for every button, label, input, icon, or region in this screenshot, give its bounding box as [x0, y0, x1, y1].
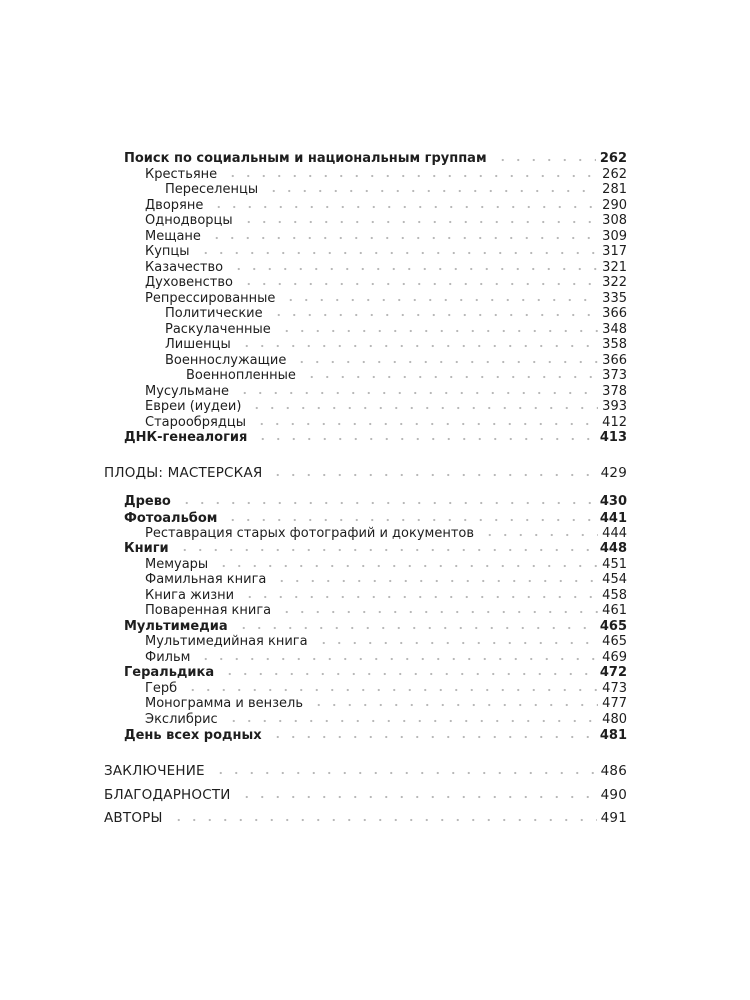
toc-entry[interactable] [145, 415, 627, 430]
toc-entry[interactable] [124, 541, 627, 556]
toc-entry-title: Фотоальбом [124, 511, 218, 526]
toc-entry[interactable] [186, 368, 627, 383]
toc-leader-dots [266, 189, 598, 193]
toc-entry-title: Раскулаченные [165, 322, 271, 337]
toc-chapter-page: 486 [600, 763, 627, 779]
toc-chapter-page: 490 [600, 787, 627, 803]
toc-leader-dots [279, 610, 598, 614]
toc-entry[interactable] [124, 619, 627, 634]
toc-entry[interactable] [145, 681, 627, 696]
toc-entry[interactable] [124, 665, 627, 680]
toc-entry-title: День всех родных [124, 728, 262, 743]
toc-entry-page: 308 [602, 213, 627, 228]
toc-entry[interactable] [145, 260, 627, 275]
toc-leader-dots [171, 818, 597, 822]
toc-entry[interactable] [145, 526, 627, 541]
toc-entry[interactable] [145, 213, 627, 228]
toc-leader-dots [216, 564, 598, 568]
toc-entry[interactable] [145, 384, 627, 399]
toc-entry-page: 413 [599, 430, 627, 445]
toc-entry-title: Фильм [145, 650, 191, 665]
toc-entry[interactable] [145, 275, 627, 290]
toc-chapter-title: ЗАКЛЮЧЕНИЕ [104, 763, 205, 779]
toc-entry-title: Переселенцы [165, 182, 259, 197]
toc-chapter[interactable] [104, 764, 627, 779]
toc-entry[interactable] [124, 494, 627, 509]
toc-entry-page: 444 [602, 526, 627, 541]
toc-leader-dots [294, 360, 598, 364]
toc-entry-page: 393 [602, 399, 627, 414]
toc-entry-page: 366 [602, 306, 627, 321]
toc-entry[interactable] [145, 229, 627, 244]
toc-entry[interactable] [145, 198, 627, 213]
toc-leader-dots [226, 719, 598, 723]
toc-entry-page: 469 [602, 650, 627, 665]
toc-entry[interactable] [145, 291, 627, 306]
toc-leader-dots [241, 220, 599, 224]
toc-entry[interactable] [145, 588, 627, 603]
toc-entry-page: 465 [602, 634, 627, 649]
toc-entry-page: 262 [599, 151, 627, 166]
toc-leader-dots [179, 501, 596, 505]
toc-leader-dots [231, 267, 598, 271]
toc-entry-title: Духовенство [145, 275, 233, 290]
toc-entry-title: Мусульмане [145, 384, 229, 399]
toc-entry[interactable] [124, 728, 627, 743]
toc-entry-title: Старообрядцы [145, 415, 246, 430]
toc-entry-page: 430 [599, 494, 627, 509]
toc-entry[interactable] [165, 182, 627, 197]
toc-entry-title: Однодворцы [145, 213, 233, 228]
toc-entry-title: Реставрация старых фотографий и документов [145, 526, 475, 541]
toc-entry-title: Монограмма и вензель [145, 696, 304, 711]
toc-chapter-page: 429 [600, 465, 627, 481]
toc-entry-page: 309 [602, 229, 627, 244]
toc-entry-title: Крестьяне [145, 167, 218, 182]
toc-entry-page: 348 [602, 322, 627, 337]
toc-entry-title: Геральдика [124, 665, 215, 680]
toc-entry-page: 480 [602, 712, 627, 727]
toc-leader-dots [213, 771, 597, 775]
toc-leader-dots [270, 473, 596, 477]
toc-entry-page: 448 [599, 541, 627, 556]
toc-entry[interactable] [145, 696, 627, 711]
toc-leader-dots [185, 688, 598, 692]
toc-entry-title: Купцы [145, 244, 190, 259]
toc-leader-dots [239, 795, 597, 799]
toc-chapter-title: АВТОРЫ [104, 810, 163, 826]
toc-chapter[interactable] [104, 466, 627, 481]
toc-entry-page: 290 [602, 198, 627, 213]
toc-entry-page: 373 [602, 368, 627, 383]
toc-chapter[interactable] [104, 788, 627, 803]
toc-entry[interactable] [145, 167, 627, 182]
toc-entry-title: Военнопленные [186, 368, 296, 383]
toc-entry[interactable] [165, 322, 627, 337]
toc-entry-title: Герб [145, 681, 178, 696]
toc-entry-page: 412 [602, 415, 627, 430]
toc-entry-title: Поваренная книга [145, 603, 272, 618]
toc-leader-dots [482, 533, 598, 537]
toc-entry-page: 378 [602, 384, 627, 399]
toc-leader-dots [255, 437, 595, 441]
toc-leader-dots [239, 344, 598, 348]
toc-leader-dots [198, 657, 598, 661]
toc-leader-dots [222, 672, 596, 676]
toc-entry[interactable] [145, 557, 627, 572]
toc-leader-dots [225, 174, 598, 178]
toc-chapter-page: 491 [600, 810, 627, 826]
toc-leader-dots [283, 298, 598, 302]
toc-entry[interactable] [145, 634, 627, 649]
toc-entry-title: Дворяне [145, 198, 204, 213]
toc-entry[interactable] [165, 337, 627, 352]
toc-entry-page: 321 [602, 260, 627, 275]
toc-entry-title: Книга жизни [145, 588, 235, 603]
toc-entry-title: Мультимедиа [124, 619, 228, 634]
toc-entry-title: Поиск по социальным и национальным группам [124, 151, 487, 166]
toc-entry[interactable] [145, 399, 627, 414]
toc-entry[interactable] [145, 572, 627, 587]
toc-entry-page: 481 [599, 728, 627, 743]
toc-leader-dots [270, 735, 596, 739]
toc-entry-title: Фамильная книга [145, 572, 267, 587]
toc-entry-page: 458 [602, 588, 627, 603]
toc-entry-page: 281 [602, 182, 627, 197]
toc-leader-dots [177, 548, 596, 552]
toc-leader-dots [209, 236, 598, 240]
toc-entry[interactable] [165, 306, 627, 321]
toc-chapter-title: ПЛОДЫ: МАСТЕРСКАЯ [104, 465, 263, 481]
toc-entry-title: Экслибрис [145, 712, 218, 727]
toc-entry-page: 451 [602, 557, 627, 572]
toc-leader-dots [274, 579, 598, 583]
toc-entry-page: 366 [602, 353, 627, 368]
toc-entry[interactable] [124, 430, 627, 445]
toc-leader-dots [279, 329, 598, 333]
toc-leader-dots [242, 595, 598, 599]
toc-entry-page: 473 [602, 681, 627, 696]
toc-entry-title: Политические [165, 306, 263, 321]
toc-leader-dots [237, 391, 598, 395]
toc-entry-page: 454 [602, 572, 627, 587]
toc-entry-title: Военнослужащие [165, 353, 287, 368]
toc-entry-page: 461 [602, 603, 627, 618]
toc-entry-title: Евреи (иудеи) [145, 399, 242, 414]
toc-chapter-title: БЛАГОДАРНОСТИ [104, 787, 231, 803]
toc-entry[interactable] [165, 353, 627, 368]
toc-leader-dots [495, 158, 596, 162]
toc-leader-dots [241, 282, 598, 286]
toc-entry-title: Мультимедийная книга [145, 634, 308, 649]
toc-entry-page: 472 [599, 665, 627, 680]
toc-leader-dots [198, 251, 599, 255]
toc-entry-title: Древо [124, 494, 171, 509]
toc-leader-dots [316, 641, 599, 645]
toc-leader-dots [211, 205, 598, 209]
toc-entry[interactable] [145, 650, 627, 665]
toc-entry-title: Казачество [145, 260, 224, 275]
toc-entry[interactable] [124, 511, 627, 526]
toc-leader-dots [225, 518, 595, 522]
toc-entry-title: Мемуары [145, 557, 209, 572]
toc-entry-page: 441 [599, 511, 627, 526]
toc-leader-dots [311, 703, 598, 707]
toc-entry-title: Репрессированные [145, 291, 276, 306]
toc-entry-page: 317 [602, 244, 627, 259]
toc-entry-page: 322 [602, 275, 627, 290]
toc-entry-title: Лишенцы [165, 337, 231, 352]
toc-entry-page: 477 [602, 696, 627, 711]
toc-leader-dots [236, 626, 596, 630]
toc-entry-page: 465 [599, 619, 627, 634]
toc-entry[interactable] [145, 712, 627, 727]
toc-leader-dots [271, 313, 599, 317]
toc-entry-page: 262 [602, 167, 627, 182]
toc-entry-title: Мещане [145, 229, 201, 244]
toc-entry-title: ДНК-генеалогия [124, 430, 248, 445]
toc-leader-dots [304, 375, 598, 379]
toc-entry-page: 335 [602, 291, 627, 306]
toc-entry-title: Книги [124, 541, 169, 556]
toc-entry[interactable] [124, 151, 627, 166]
toc-entry-page: 358 [602, 337, 627, 352]
toc-entry[interactable] [145, 244, 627, 259]
toc-leader-dots [249, 406, 598, 410]
toc-entry[interactable] [145, 603, 627, 618]
toc-chapter[interactable] [104, 811, 627, 826]
toc-leader-dots [254, 422, 598, 426]
